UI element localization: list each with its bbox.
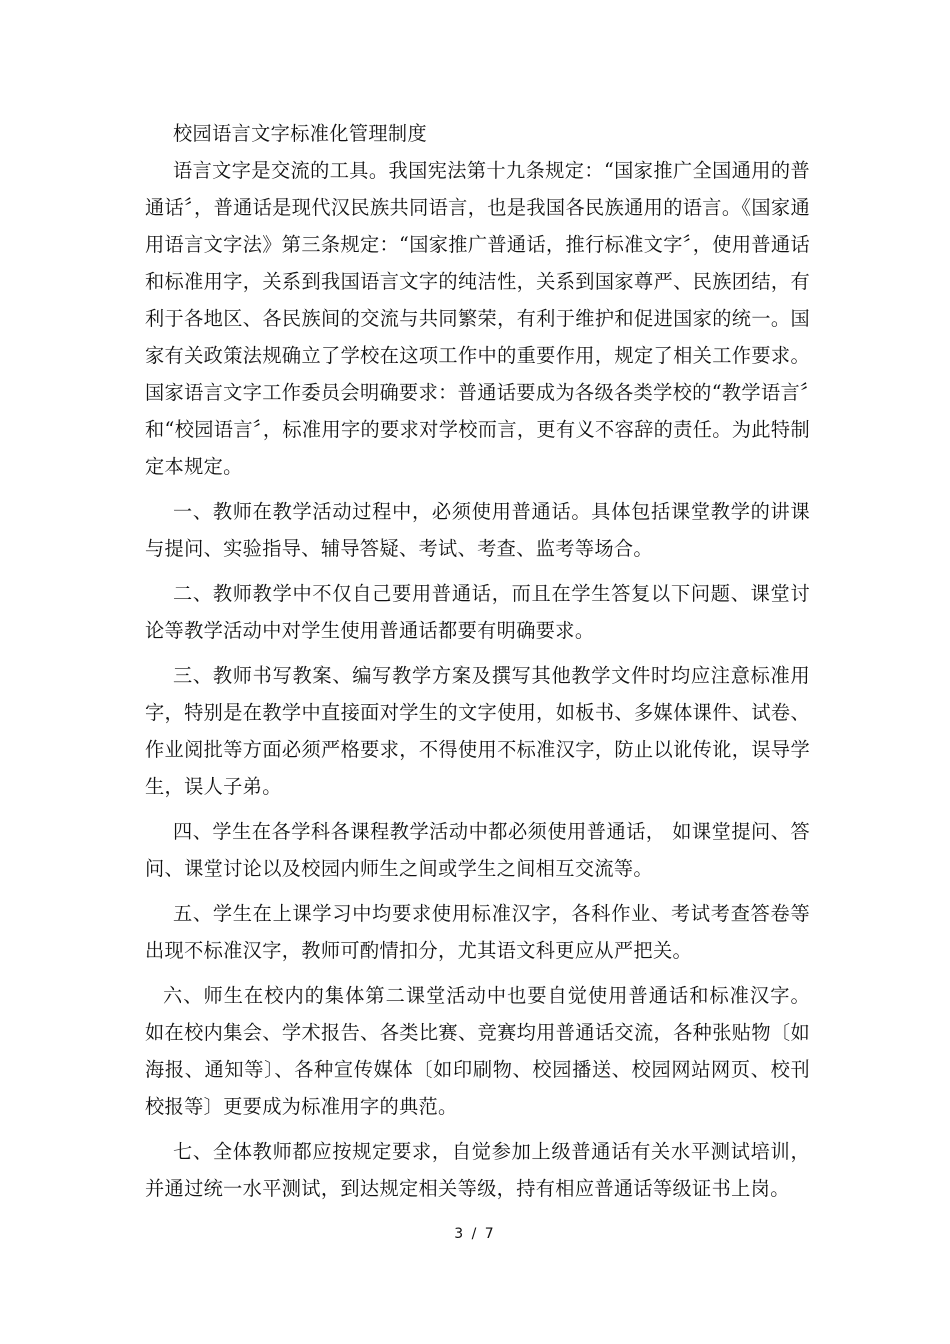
rule-paragraph-5: 五、学生在上课学习中均要求使用标准汉字，各科作业、考试考查答卷等出现不标准汉字，教师可酌情扣分，尤其语文科更应从严把关。	[145, 902, 810, 962]
rule-paragraph-4: 四、学生在各学科各课程教学活动中都必须使用普通话， 如课堂提问、答问、课堂讨论以及校园内师生之间或学生之间相互交流等。	[145, 820, 810, 880]
rule-paragraph-3: 三、教师书写教案、编写教学方案及撰写其他教学文件时均应注意标准用字，特别是在教学中直接面对学生的文字使用，如板书、多媒体课件、试卷、作业阅批等方面必须严格要求，不得使用不标准汉字，防止以讹传讹，误导学生，误人子弟。	[145, 664, 810, 798]
page-number: 3 / 7	[454, 1226, 496, 1242]
rule-paragraph-2: 二、教师教学中不仅自己要用普通话，而且在学生答复以下问题、课堂讨论等教学活动中对学生使用普通话都要有明确要求。	[145, 582, 810, 642]
rule-paragraph-7: 七、全体教师都应按规定要求，自觉参加上级普通话有关水平测试培训，并通过统一水平测试，到达规定相关等级，持有相应普通话等级证书上岗。	[145, 1140, 810, 1200]
rule-paragraph-1: 一、教师在教学活动过程中，必须使用普通话。具体包括课堂教学的讲课与提问、实验指导、辅导答疑、考试、考查、监考等场合。	[145, 500, 810, 560]
document-title: 校园语言文字标准化管理制度	[173, 122, 427, 145]
rule-paragraph-6: 六、师生在校内的集体第二课堂活动中也要自觉使用普通话和标准汉字。 如在校内集会、学术报告、各类比赛、竞赛均用普通话交流，各种张贴物〔如海报、通知等〕、各种宣传媒体〔如印刷物、校园播送、校园网站网页、校刊校报等〕更要成为标准用字的典范。	[145, 984, 810, 1118]
document-body	[145, 115, 810, 1207]
intro-paragraph: 语言文字是交流的工具。我国宪法第十九条规定：“国家推广全国通用的普通话〞，普通话是现代汉民族共同语言，也是我国各民族通用的语言。《国家通用语言文字法》第三条规定：“国家推广普通话，推行标准文字〞，使用普通话和标准用字，关系到我国语言文字的纯洁性，关系到国家尊严、民族团结，有利于各地区、各民族间的交流与共同繁荣，有利于维护和促进国家的统一。国家有关政策法规确立了学校在这项工作中的重要作用，规定了相关工作要求。国家语言文字工作委员会明确要求：普通话要成为各级各类学校的“教学语言〞和“校园语言〞，标准用字的要求对学校而言，更有义不容辞的责任。为此特制定本规定。	[145, 159, 810, 478]
